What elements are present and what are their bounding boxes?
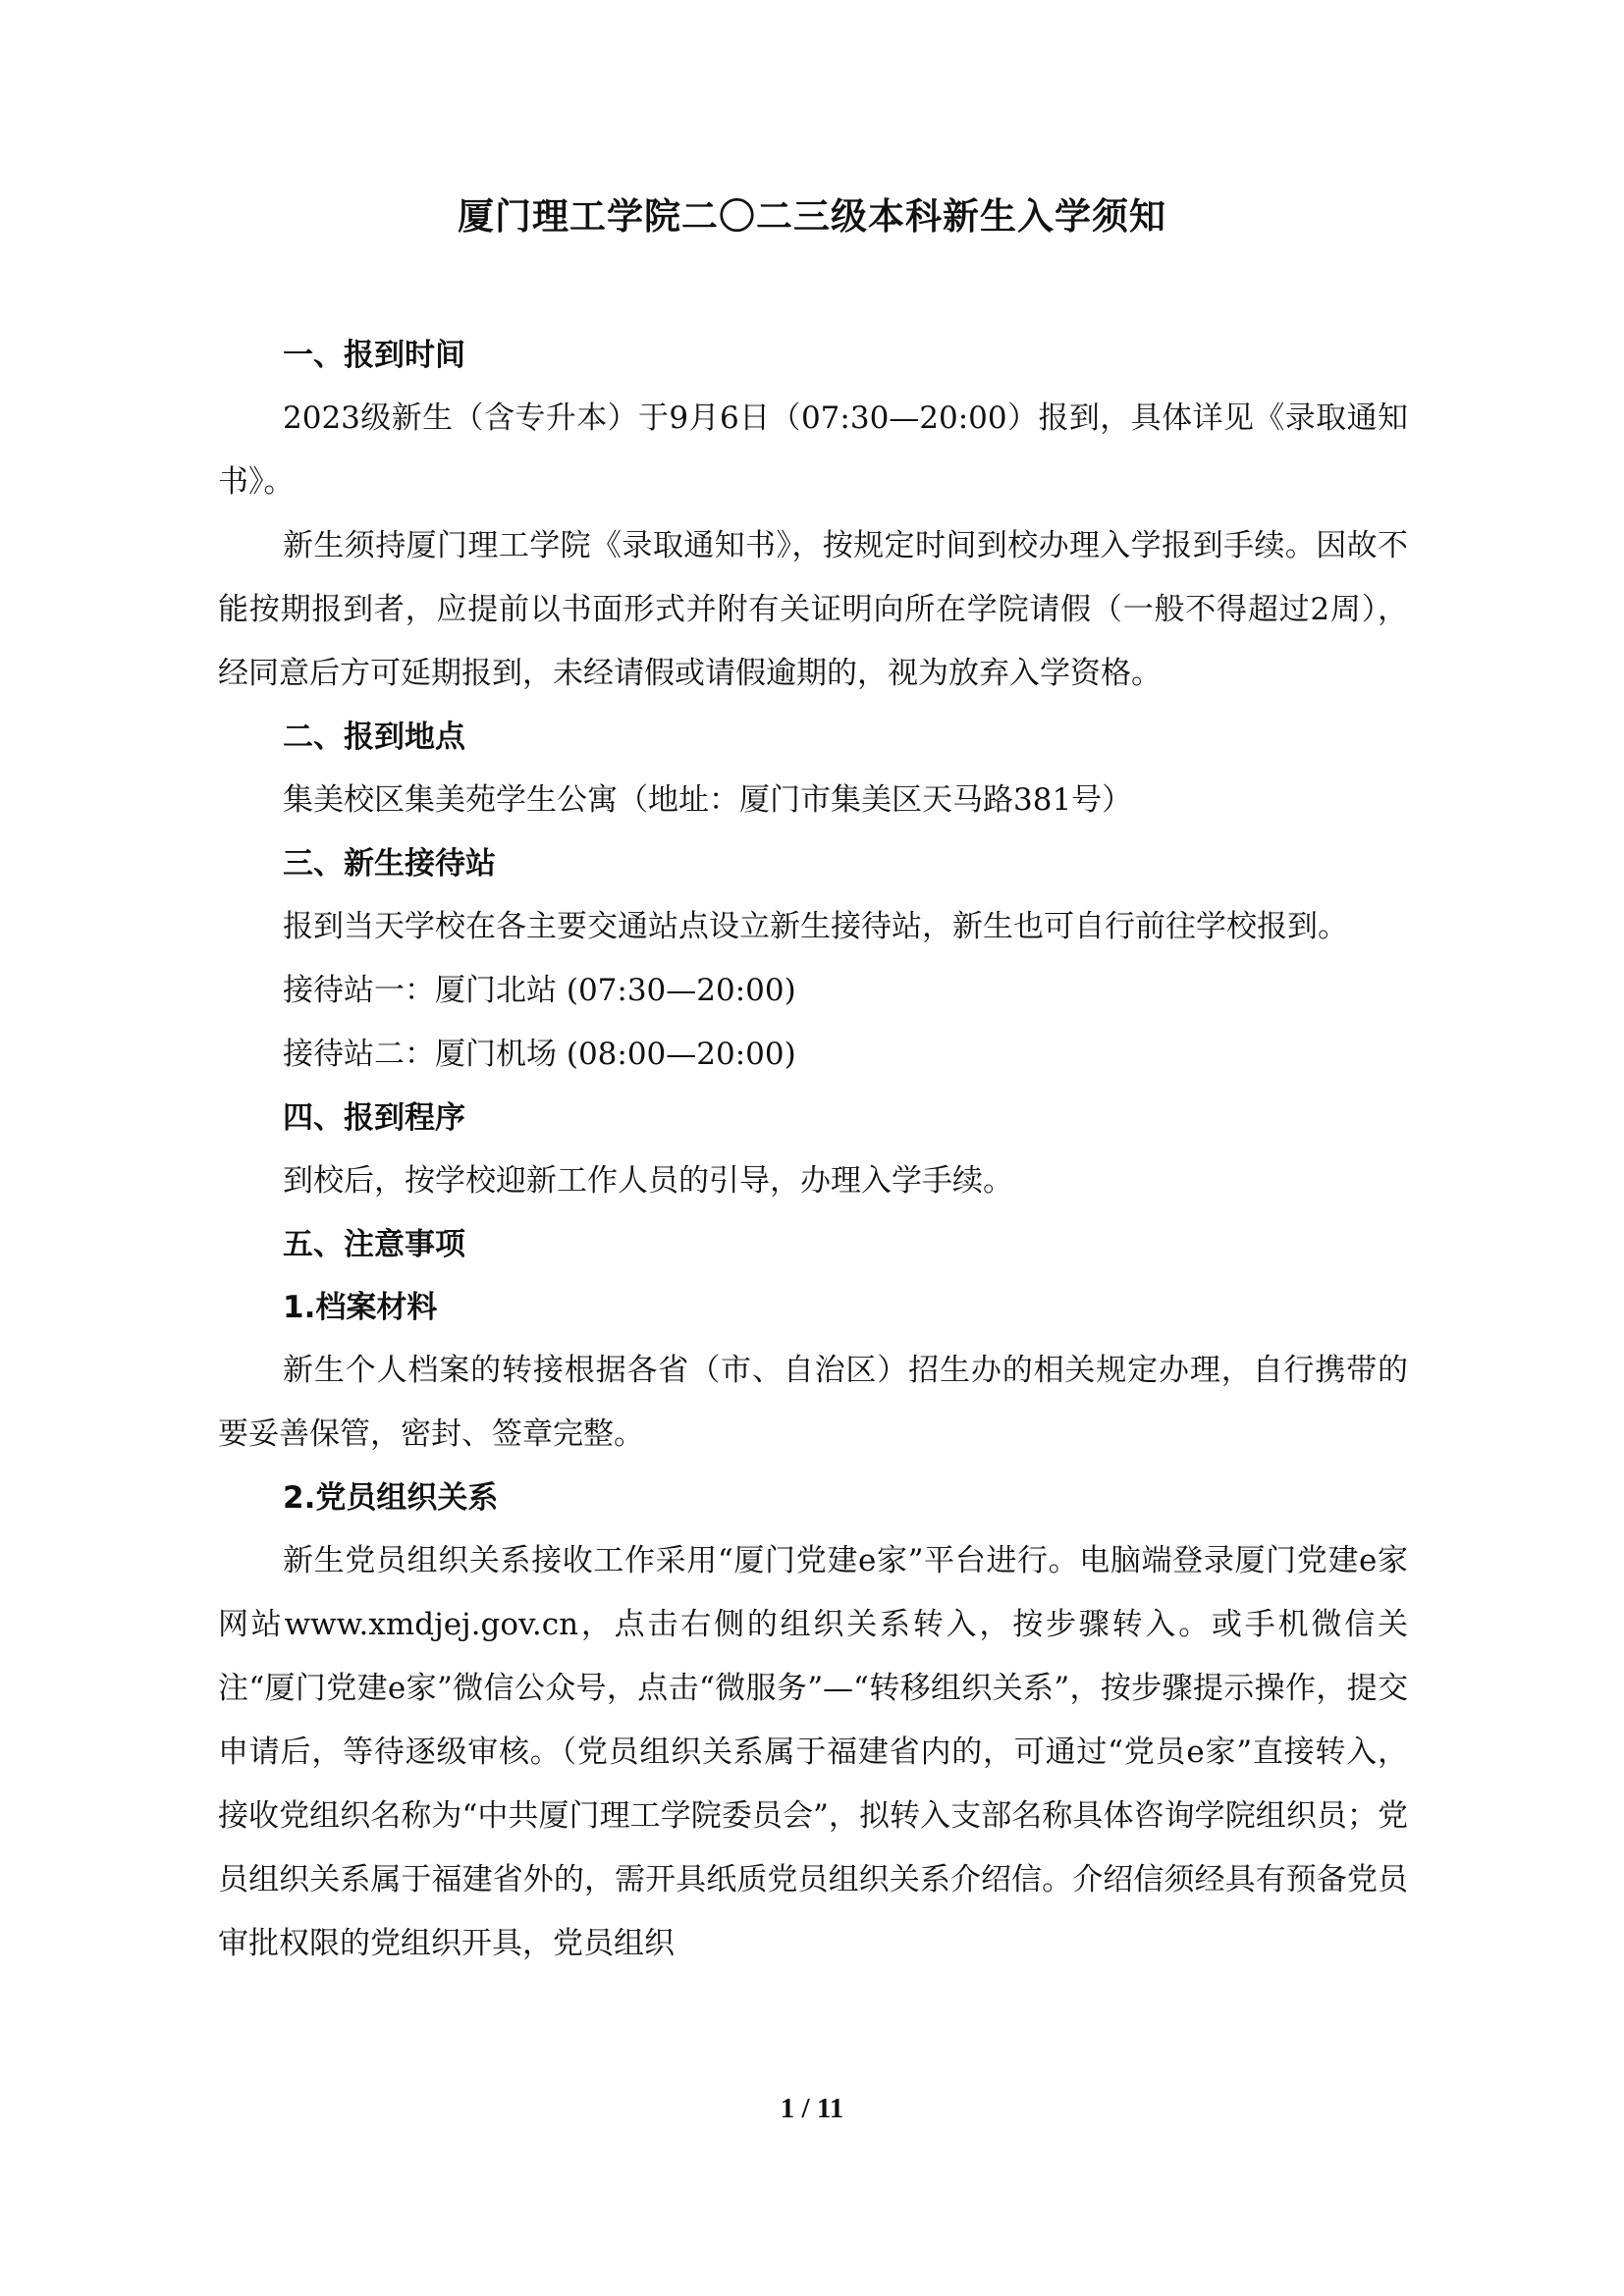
paragraph-reception-info: 报到当天学校在各主要交通站点设立新生接待站，新生也可自行前往学校报到。	[283, 909, 1348, 944]
document-title: 厦门理工学院二〇二三级本科新生入学须知	[458, 195, 1166, 238]
subsection-heading-archives: 1.档案材料	[283, 1290, 438, 1325]
section-heading-registration-place: 二、报到地点	[283, 720, 465, 755]
paragraph-registration-date: 2023级新生（含专升本）于9月6日（07:30—20:00）报到，具体详见《录取通知书》。	[218, 400, 1408, 500]
paragraph-registration-address: 集美校区集美苑学生公寓（地址：厦门市集美区天马路381号）	[283, 782, 1133, 818]
paragraph-registration-procedure: 到校后，按学校迎新工作人员的引导，办理入学手续。	[283, 1163, 1013, 1199]
paragraph-registration-rules: 新生须持厦门理工学院《录取通知书》，按规定时间到校办理入学报到手续。因故不能按期报到者，应提前以书面形式并附有关证明向所在学院请假（一般不得超过2周），经同意后方可延期报到，未经请假或请假逾期的，视为放弃入学资格。	[218, 528, 1408, 691]
paragraph-archives: 新生个人档案的转接根据各省（市、自治区）招生办的相关规定办理，自行携带的要妥善保管，密封、签章完整。	[218, 1353, 1408, 1452]
page-number: 1 / 11	[780, 2093, 844, 2124]
section-heading-registration-time: 一、报到时间	[283, 338, 465, 373]
section-heading-notes: 五、注意事项	[283, 1227, 465, 1262]
document-body	[218, 324, 1408, 1976]
section-heading-reception-stations: 三、新生接待站	[283, 846, 496, 881]
subsection-heading-party-relations: 2.党员组织关系	[283, 1480, 499, 1516]
paragraph-party-relations: 新生党员组织关系接收工作采用“厦门党建e家”平台进行。电脑端登录厦门党建e家网站www.xmdjej.gov.cn，点击右侧的组织关系转入，按步骤转入。或手机微信关注“厦门党建e家”微信公众号，点击“微服务”—“转移组织关系”，按步骤提示操作，提交申请后，等待逐级审核。（党员组织关系属于福建省内的，可通过“党员e家”直接转入，接收党组织名称为“中共厦门理工学院委员会”，拟转入支部名称具体咨询学院组织员；党员组织关系属于福建省外的，需开具纸质党员组织关系介绍信。介绍信须经具有预备党员审批权限的党组织开具，党员组织	[218, 1543, 1408, 1961]
reception-station-2: 接待站二：厦门机场 (08:00—20:00)	[283, 1037, 796, 1072]
reception-station-1: 接待站一：厦门北站 (07:30—20:00)	[283, 973, 796, 1008]
section-heading-registration-procedure: 四、报到程序	[283, 1100, 465, 1136]
